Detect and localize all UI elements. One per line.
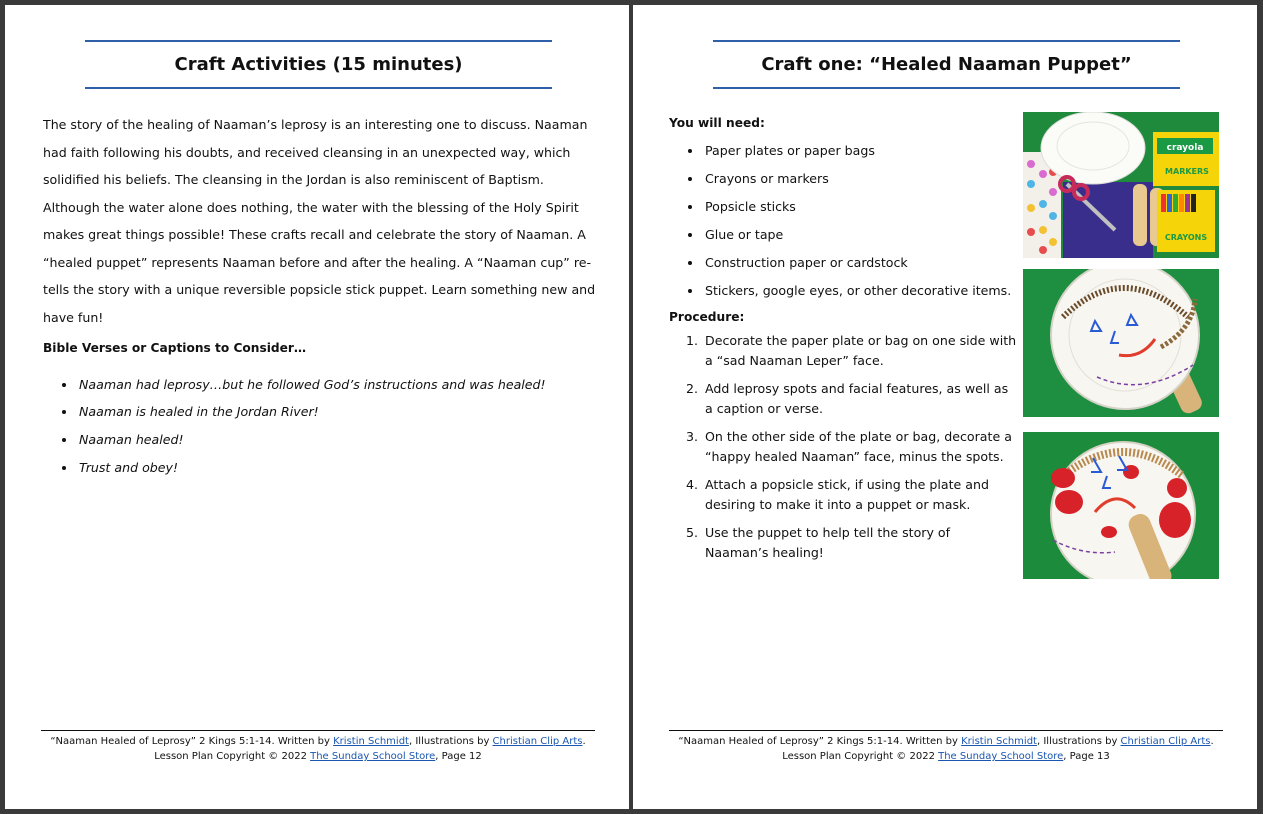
- list-item: Popsicle sticks: [705, 193, 1017, 221]
- copyright-text: Lesson Plan Copyright © 2022: [782, 751, 939, 762]
- step-number: 2.: [686, 381, 699, 396]
- verses-heading: Bible Verses or Captions to Consider…: [43, 341, 307, 355]
- left-page: [5, 5, 629, 809]
- right-title-block: [713, 40, 1180, 89]
- footer-suffix: .: [1210, 736, 1214, 747]
- illustrator-link[interactable]: Christian Clip Arts: [1120, 736, 1211, 747]
- list-item: Construction paper or cardstock: [705, 249, 1017, 277]
- left-body: [43, 111, 603, 482]
- copyright-text: Lesson Plan Copyright © 2022: [154, 751, 311, 762]
- list-item: Naaman is healed in the Jordan River!: [79, 398, 603, 426]
- illustrator-link[interactable]: Christian Clip Arts: [492, 736, 583, 747]
- step-number: 5.: [686, 525, 699, 540]
- step-text: Add leprosy spots and facial features, as well as a caption or verse.: [705, 381, 1009, 416]
- page-footer: [41, 730, 595, 764]
- list-item: [686, 331, 1017, 371]
- footer-line-1: [41, 734, 595, 749]
- verses-list: [43, 371, 603, 482]
- step-text: Attach a popsicle stick, if using the plate and desiring to make it into a puppet or mask.: [705, 477, 989, 512]
- marker-box-label: MARKERS: [1165, 167, 1209, 176]
- footer-middle: , Illustrations by: [1036, 736, 1121, 747]
- store-link[interactable]: The Sunday School Store: [310, 751, 436, 762]
- list-item: Glue or tape: [705, 221, 1017, 249]
- page-number: , Page 13: [1063, 751, 1110, 762]
- list-item: Naaman had leprosy…but he followed God’s instructions and was healed!: [79, 371, 603, 399]
- step-text: Use the puppet to help tell the story of Naaman’s healing!: [705, 525, 951, 560]
- procedure-steps: [669, 331, 1017, 563]
- list-item: Naaman healed!: [79, 426, 603, 454]
- step-text: On the other side of the plate or bag, decorate a “happy healed Naaman” face, minus the spots.: [705, 429, 1012, 464]
- intro-paragraph: The story of the healing of Naaman’s leprosy is an interesting one to discuss. Naaman had faith following his doubts, and received cleansing in an unexpected way, which solidified his beliefs. The cleansing in the Jordan is also reminiscent of Baptism. Although the water alone does nothing, the water with the blessing of the Holy Spirit makes great things possible! These crafts recall and celebrate the story of Naaman. A “healed puppet” represents Naaman before and after the healing. A “Naaman cup” re-tells the story with a unique reversible popsicle stick puppet. Learn something new and have fun!: [43, 117, 596, 325]
- page-number: , Page 12: [435, 751, 482, 762]
- footer-middle: , Illustrations by: [408, 736, 493, 747]
- supplies-heading: You will need:: [669, 116, 765, 130]
- footer-line-1: [669, 734, 1223, 749]
- list-item: Paper plates or paper bags: [705, 137, 1017, 165]
- sad-puppet-photo: [1023, 432, 1219, 579]
- brand-label: crayola: [1166, 143, 1204, 153]
- footer-line-2: [41, 749, 595, 764]
- list-item: [686, 427, 1017, 467]
- list-item: Stickers, google eyes, or other decorative items.: [705, 277, 1017, 305]
- list-item: [686, 379, 1017, 419]
- supplies-list: [669, 137, 1017, 305]
- footer-prefix: “Naaman Healed of Leprosy” 2 Kings 5:1-14. Written by: [678, 736, 962, 747]
- step-text: Decorate the paper plate or bag on one side with a “sad Naaman Leper” face.: [705, 333, 1017, 368]
- list-item: Crayons or markers: [705, 165, 1017, 193]
- happy-puppet-photo: [1023, 269, 1219, 417]
- title-rule-bottom: [713, 87, 1180, 89]
- store-link[interactable]: The Sunday School Store: [938, 751, 1064, 762]
- footer-suffix: .: [582, 736, 586, 747]
- title-rule-bottom: [85, 87, 552, 89]
- left-title-block: [85, 40, 552, 89]
- list-item: [686, 475, 1017, 515]
- step-number: 4.: [686, 477, 699, 492]
- footer-line-2: [669, 749, 1223, 764]
- crayon-box-label: CRAYONS: [1164, 233, 1208, 242]
- right-page: [633, 5, 1257, 809]
- procedure-heading: Procedure:: [669, 310, 745, 324]
- page-title: Craft Activities (15 minutes): [174, 54, 463, 75]
- footer-prefix: “Naaman Healed of Leprosy” 2 Kings 5:1-14. Written by: [50, 736, 334, 747]
- author-link[interactable]: Kristin Schmidt: [333, 736, 409, 747]
- list-item: [686, 523, 1017, 563]
- page-title: Craft one: “Healed Naaman Puppet”: [761, 54, 1132, 75]
- right-body: [669, 111, 1017, 571]
- step-number: 3.: [686, 429, 699, 444]
- step-number: 1.: [686, 333, 699, 348]
- page-footer: [669, 730, 1223, 764]
- supplies-photo: [1023, 112, 1219, 258]
- author-link[interactable]: Kristin Schmidt: [961, 736, 1037, 747]
- list-item: Trust and obey!: [79, 454, 603, 482]
